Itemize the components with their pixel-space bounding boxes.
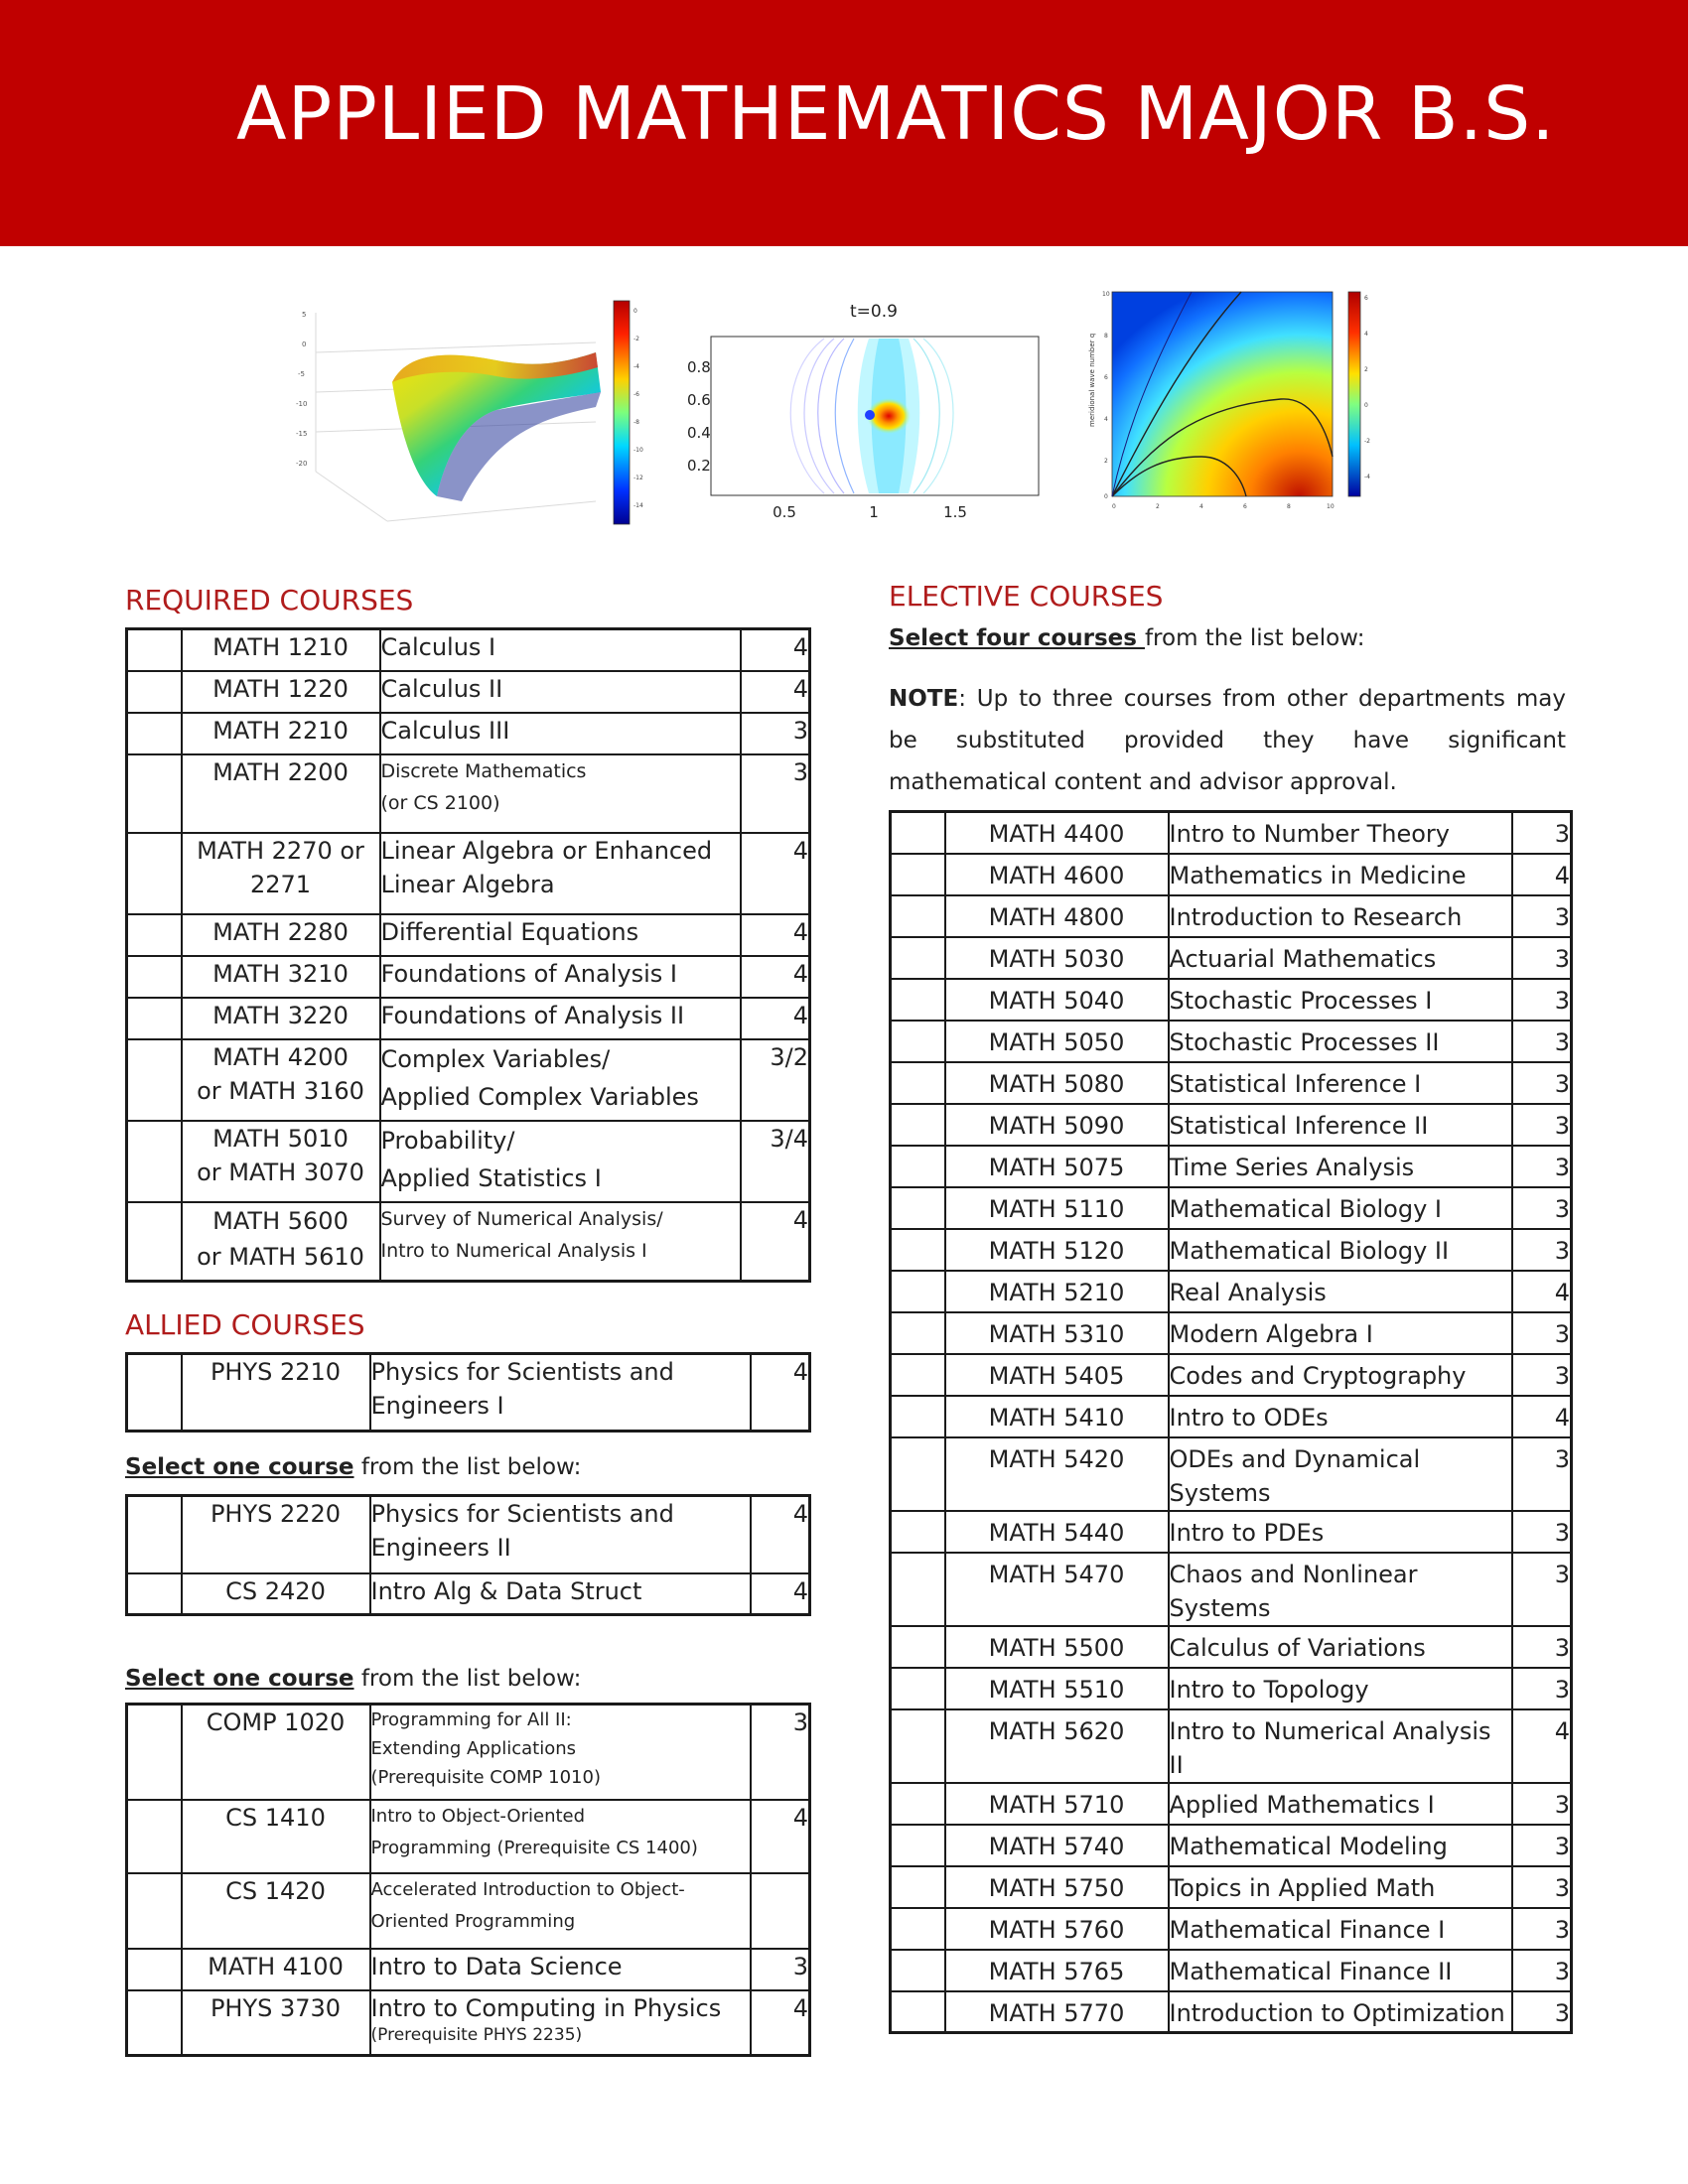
checkbox-cell: [891, 937, 945, 979]
svg-text:0: 0: [302, 341, 307, 348]
course-credits: 3: [1512, 1626, 1572, 1668]
table-row: [891, 1354, 1572, 1396]
svg-text:0: 0: [1104, 493, 1108, 500]
contour-ytick-0.6: 0.6: [687, 391, 711, 409]
allied-group-b-table: [125, 1703, 811, 2057]
checkbox-cell: [891, 1908, 945, 1950]
course-code: MATH 5420: [945, 1437, 1169, 1511]
course-code: PHYS 2210: [182, 1354, 370, 1432]
table-row: [891, 1229, 1572, 1271]
select-one-rest: from the list below:: [353, 1666, 582, 1692]
checkbox-cell: [891, 1626, 945, 1668]
table-row: [127, 1354, 810, 1432]
elective-note: [889, 678, 1566, 803]
course-credits: 4: [751, 1990, 810, 2056]
course-name: Intro to Data Science: [370, 1949, 751, 1990]
svg-text:-10: -10: [633, 447, 643, 454]
required-courses-table: [125, 627, 811, 1283]
checkbox-cell: [891, 1187, 945, 1229]
table-row: [891, 1187, 1572, 1229]
checkbox-cell: [891, 1312, 945, 1354]
checkbox-cell: [127, 833, 182, 914]
course-credits: 3: [1512, 1908, 1572, 1950]
checkbox-cell: [891, 1354, 945, 1396]
course-credits: 3: [1512, 1511, 1572, 1553]
table-row: [891, 937, 1572, 979]
course-name: Probability/ Applied Statistics I: [380, 1121, 741, 1202]
course-name: ODEs and Dynamical Systems: [1169, 1437, 1512, 1511]
course-code: MATH 5310: [945, 1312, 1169, 1354]
table-row: [891, 1825, 1572, 1866]
table-row: [127, 998, 810, 1039]
select-four-rest: from the list below:: [1144, 625, 1365, 651]
contour-xtick-1: 1: [869, 503, 879, 521]
course-code: MATH 5710: [945, 1783, 1169, 1825]
table-row: [891, 1709, 1572, 1783]
table-row: [127, 1800, 810, 1873]
table-row: [891, 1626, 1572, 1668]
table-row: [127, 1121, 810, 1202]
course-name: Intro to PDEs: [1169, 1511, 1512, 1553]
svg-text:-4: -4: [633, 363, 639, 370]
course-credits: 3: [1512, 1950, 1572, 1991]
table-row: [891, 1396, 1572, 1437]
checkbox-cell: [891, 979, 945, 1021]
course-credits: 4: [741, 914, 810, 956]
checkbox-cell: [127, 1354, 182, 1432]
course-name: Actuarial Mathematics: [1169, 937, 1512, 979]
course-name: Calculus II: [380, 671, 741, 713]
course-name: Statistical Inference II: [1169, 1104, 1512, 1146]
course-code: MATH 1210: [182, 629, 380, 671]
svg-text:5: 5: [302, 311, 307, 319]
table-row: [891, 1908, 1572, 1950]
table-row: [127, 914, 810, 956]
course-credits: 4: [741, 671, 810, 713]
course-credits: [751, 1873, 810, 1949]
checkbox-cell: [127, 1990, 182, 2056]
course-code: CS 1420: [182, 1873, 370, 1949]
course-name-cell: [370, 1990, 751, 2056]
course-name: Stochastic Processes II: [1169, 1021, 1512, 1062]
checkbox-cell: [891, 1709, 945, 1783]
course-code: MATH 5470: [945, 1553, 1169, 1626]
svg-text:8: 8: [1104, 333, 1108, 340]
course-name: Intro to ODEs: [1169, 1396, 1512, 1437]
heatmap-y-label: meridional wave number q: [1088, 333, 1096, 427]
course-credits: 4: [741, 956, 810, 998]
course-code: MATH 5210: [945, 1271, 1169, 1312]
table-row: [891, 1312, 1572, 1354]
course-name: Introduction to Optimization: [1169, 1991, 1512, 2033]
table-row: [891, 1553, 1572, 1626]
checkbox-cell: [891, 854, 945, 895]
course-credits: 4: [1512, 1271, 1572, 1312]
course-name: Mathematical Modeling: [1169, 1825, 1512, 1866]
allied-courses-heading: ALLIED COURSES: [125, 1308, 365, 1341]
course-credits: 4: [1512, 1709, 1572, 1783]
course-name: Survey of Numerical Analysis/ Intro to Numerical Analysis I: [380, 1202, 741, 1282]
select-one-emphasis: Select one course: [125, 1666, 354, 1692]
table-row: [891, 1866, 1572, 1908]
table-row: [891, 895, 1572, 937]
table-row: [127, 1949, 810, 1990]
course-credits: 3: [1512, 1021, 1572, 1062]
course-code: MATH 5770: [945, 1991, 1169, 2033]
course-code: MATH 3210: [182, 956, 380, 998]
course-name: Differential Equations: [380, 914, 741, 956]
checkbox-cell: [127, 998, 182, 1039]
course-code: MATH 5040: [945, 979, 1169, 1021]
course-credits: 3: [1512, 1866, 1572, 1908]
contour-ytick-0.8: 0.8: [687, 358, 711, 376]
svg-text:-12: -12: [633, 475, 643, 481]
allied-group-a-table: [125, 1494, 811, 1616]
checkbox-cell: [891, 1511, 945, 1553]
course-code: MATH 2270 or 2271: [182, 833, 380, 914]
table-row: [127, 671, 810, 713]
checkbox-cell: [127, 1949, 182, 1990]
course-credits: 3: [1512, 895, 1572, 937]
course-code: MATH 5510: [945, 1668, 1169, 1709]
checkbox-cell: [127, 1121, 182, 1202]
select-one-text-a: [125, 1454, 581, 1480]
course-name: Mathematical Finance I: [1169, 1908, 1512, 1950]
course-name: Foundations of Analysis II: [380, 998, 741, 1039]
select-four-text: [889, 625, 1364, 651]
svg-text:4: 4: [1364, 331, 1368, 338]
checkbox-cell: [891, 1783, 945, 1825]
course-code: MATH 5075: [945, 1146, 1169, 1187]
checkbox-cell: [891, 1553, 945, 1626]
course-name: Mathematical Biology II: [1169, 1229, 1512, 1271]
table-row: [127, 1990, 810, 2056]
svg-text:2: 2: [1156, 503, 1160, 510]
course-name: Discrete Mathematics (or CS 2100): [380, 754, 741, 833]
course-name: Topics in Applied Math: [1169, 1866, 1512, 1908]
table-row: [891, 1146, 1572, 1187]
course-credits: 3: [1512, 1187, 1572, 1229]
course-credits: 3: [1512, 979, 1572, 1021]
svg-text:6: 6: [1364, 295, 1368, 302]
course-name: Intro to Computing in Physics: [370, 1993, 722, 2022]
course-credits: 3: [1512, 812, 1572, 854]
svg-text:0: 0: [633, 308, 637, 315]
course-code: MATH 5750: [945, 1866, 1169, 1908]
course-credits: 4: [1512, 854, 1572, 895]
course-name: Intro Alg & Data Struct: [370, 1573, 751, 1615]
contour-xtick-0.5: 0.5: [773, 503, 796, 521]
select-one-text-b: [125, 1666, 581, 1692]
course-credits: 3/2: [741, 1039, 810, 1121]
select-four-emphasis: Select four courses: [889, 625, 1145, 651]
course-name: Calculus I: [380, 629, 741, 671]
course-code: MATH 5765: [945, 1950, 1169, 1991]
course-credits: 3: [1512, 1104, 1572, 1146]
checkbox-cell: [891, 1062, 945, 1104]
checkbox-cell: [127, 956, 182, 998]
table-row: [891, 1104, 1572, 1146]
course-code: CS 1410: [182, 1800, 370, 1873]
course-credits: 4: [741, 833, 810, 914]
course-code: MATH 5620: [945, 1709, 1169, 1783]
course-credits: 3: [1512, 1312, 1572, 1354]
course-credits: 3: [1512, 1668, 1572, 1709]
checkbox-cell: [891, 1825, 945, 1866]
course-credits: 3: [1512, 1354, 1572, 1396]
course-prerequisite: (Prerequisite PHYS 2235): [370, 2024, 583, 2045]
course-name: Complex Variables/ Applied Complex Variables: [380, 1039, 741, 1121]
svg-text:2: 2: [1364, 366, 1368, 373]
elective-courses-table: [889, 810, 1573, 2034]
course-credits: 3: [1512, 1553, 1572, 1626]
table-row: [127, 1202, 810, 1282]
course-name: Intro to Object-Oriented Programming (Prerequisite CS 1400): [370, 1800, 751, 1873]
checkbox-cell: [127, 1202, 182, 1282]
table-row: [127, 713, 810, 754]
checkbox-cell: [891, 1271, 945, 1312]
course-credits: 3: [751, 1949, 810, 1990]
course-credits: 3: [1512, 1437, 1572, 1511]
checkbox-cell: [127, 754, 182, 833]
checkbox-cell: [891, 1950, 945, 1991]
checkbox-cell: [891, 812, 945, 854]
svg-text:-2: -2: [1364, 438, 1370, 445]
course-name: Real Analysis: [1169, 1271, 1512, 1312]
course-credits: 4: [751, 1800, 810, 1873]
course-credits: 3: [1512, 1062, 1572, 1104]
course-code: MATH 5740: [945, 1825, 1169, 1866]
checkbox-cell: [127, 1705, 182, 1800]
table-row: [891, 1950, 1572, 1991]
course-name: Intro to Number Theory: [1169, 812, 1512, 854]
course-credits: 4: [741, 1202, 810, 1282]
table-row: [891, 1783, 1572, 1825]
checkbox-cell: [127, 1039, 182, 1121]
checkbox-cell: [891, 1146, 945, 1187]
course-name: Introduction to Research: [1169, 895, 1512, 937]
course-name: Linear Algebra or Enhanced Linear Algebra: [380, 833, 741, 914]
course-name: Accelerated Introduction to Object- Oriented Programming: [370, 1873, 751, 1949]
surface-plot-figure: [298, 293, 655, 536]
table-row: [891, 1021, 1572, 1062]
course-credits: 3: [1512, 1991, 1572, 2033]
course-code: PHYS 2220: [182, 1496, 370, 1573]
checkbox-cell: [891, 1396, 945, 1437]
course-code: MATH 5500: [945, 1626, 1169, 1668]
select-one-emphasis: Select one course: [125, 1454, 354, 1480]
checkbox-cell: [127, 1800, 182, 1873]
svg-text:2: 2: [1104, 458, 1108, 465]
table-row: [891, 812, 1572, 854]
select-one-rest: from the list below:: [353, 1454, 582, 1480]
checkbox-cell: [127, 1496, 182, 1573]
course-name: Calculus III: [380, 713, 741, 754]
svg-text:-10: -10: [296, 400, 308, 408]
svg-text:-6: -6: [633, 391, 639, 398]
table-row: [891, 1271, 1572, 1312]
course-name: Applied Mathematics I: [1169, 1783, 1512, 1825]
course-code: PHYS 3730: [182, 1990, 370, 2056]
course-code: COMP 1020: [182, 1705, 370, 1800]
course-name: Chaos and Nonlinear Systems: [1169, 1553, 1512, 1626]
course-code: MATH 2280: [182, 914, 380, 956]
course-credits: 4: [741, 629, 810, 671]
course-code: MATH 4800: [945, 895, 1169, 937]
course-credits: 3: [1512, 1783, 1572, 1825]
svg-text:-5: -5: [298, 370, 305, 378]
contour-ytick-0.4: 0.4: [687, 424, 711, 442]
checkbox-cell: [127, 671, 182, 713]
checkbox-cell: [891, 1021, 945, 1062]
checkbox-cell: [891, 1437, 945, 1511]
checkbox-cell: [891, 895, 945, 937]
table-row: [127, 1705, 810, 1800]
checkbox-cell: [891, 1668, 945, 1709]
table-row: [891, 1437, 1572, 1511]
contour-xtick-1.5: 1.5: [943, 503, 967, 521]
svg-text:-8: -8: [633, 419, 639, 426]
svg-text:10: 10: [1102, 291, 1110, 298]
course-name: Codes and Cryptography: [1169, 1354, 1512, 1396]
course-credits: 3: [1512, 937, 1572, 979]
course-name: Calculus of Variations: [1169, 1626, 1512, 1668]
course-code: MATH 3220: [182, 998, 380, 1039]
svg-text:4: 4: [1199, 503, 1203, 510]
course-code: MATH 5050: [945, 1021, 1169, 1062]
course-credits: 4: [1512, 1396, 1572, 1437]
course-credits: 3: [1512, 1825, 1572, 1866]
course-credits: 4: [751, 1573, 810, 1615]
note-label: NOTE: [889, 686, 959, 712]
svg-text:-20: -20: [296, 460, 308, 468]
course-credits: 3: [741, 754, 810, 833]
title-banner: [0, 0, 1688, 246]
table-row: [891, 854, 1572, 895]
svg-text:10: 10: [1327, 503, 1335, 510]
course-name: Intro to Numerical Analysis II: [1169, 1709, 1512, 1783]
svg-text:-14: -14: [633, 502, 643, 509]
course-code: MATH 5600 or MATH 5610: [182, 1202, 380, 1282]
course-code: MATH 5120: [945, 1229, 1169, 1271]
course-code: CS 2420: [182, 1573, 370, 1615]
svg-text:6: 6: [1243, 503, 1247, 510]
course-code: MATH 5405: [945, 1354, 1169, 1396]
course-code: MATH 5030: [945, 937, 1169, 979]
svg-text:-15: -15: [296, 430, 308, 438]
allied-courses-table: [125, 1352, 811, 1433]
checkbox-cell: [127, 1873, 182, 1949]
course-name: Time Series Analysis: [1169, 1146, 1512, 1187]
svg-text:-2: -2: [633, 336, 639, 342]
table-row: [891, 979, 1572, 1021]
course-name: Intro to Topology: [1169, 1668, 1512, 1709]
course-code: MATH 4600: [945, 854, 1169, 895]
course-name: Physics for Scientists and Engineers II: [370, 1496, 751, 1573]
table-row: [127, 754, 810, 833]
table-row: [127, 956, 810, 998]
table-row: [127, 833, 810, 914]
contour-plot-title: t=0.9: [850, 302, 898, 322]
course-code: MATH 5110: [945, 1187, 1169, 1229]
table-row: [127, 1496, 810, 1573]
course-code: MATH 4200 or MATH 3160: [182, 1039, 380, 1121]
course-name: Statistical Inference I: [1169, 1062, 1512, 1104]
course-code: MATH 2210: [182, 713, 380, 754]
course-code: MATH 5090: [945, 1104, 1169, 1146]
table-row: [891, 1062, 1572, 1104]
table-row: [891, 1991, 1572, 2033]
table-row: [127, 1873, 810, 1949]
course-code: MATH 4400: [945, 812, 1169, 854]
course-name: Mathematical Biology I: [1169, 1187, 1512, 1229]
course-code: MATH 2200: [182, 754, 380, 833]
course-credits: 3: [1512, 1146, 1572, 1187]
course-name: Modern Algebra I: [1169, 1312, 1512, 1354]
checkbox-cell: [127, 629, 182, 671]
page-title: APPLIED MATHEMATICS MAJOR B.S.: [236, 71, 1556, 157]
note-text: : Up to three courses from other departments may be substituted provided they have significant mathematical content and advisor approval.: [889, 686, 1566, 795]
course-credits: 3: [1512, 1229, 1572, 1271]
svg-text:-4: -4: [1364, 474, 1370, 480]
checkbox-cell: [891, 1104, 945, 1146]
course-credits: 3/4: [741, 1121, 810, 1202]
svg-text:8: 8: [1287, 503, 1291, 510]
svg-text:0: 0: [1364, 402, 1368, 409]
table-row: [127, 629, 810, 671]
course-name: Mathematical Finance II: [1169, 1950, 1512, 1991]
checkbox-cell: [891, 1991, 945, 2033]
checkbox-cell: [891, 1866, 945, 1908]
checkbox-cell: [891, 1229, 945, 1271]
course-code: MATH 5080: [945, 1062, 1169, 1104]
course-code: MATH 5010 or MATH 3070: [182, 1121, 380, 1202]
table-row: [891, 1668, 1572, 1709]
course-credits: 3: [741, 713, 810, 754]
svg-text:0: 0: [1112, 503, 1116, 510]
course-code: MATH 5760: [945, 1908, 1169, 1950]
course-credits: 4: [741, 998, 810, 1039]
course-name: Physics for Scientists and Engineers I: [370, 1354, 751, 1432]
svg-text:6: 6: [1104, 374, 1108, 381]
table-row: [127, 1039, 810, 1121]
svg-text:4: 4: [1104, 416, 1108, 423]
course-name: Programming for All II: Extending Applications (Prerequisite COMP 1010): [370, 1705, 751, 1800]
course-code: MATH 4100: [182, 1949, 370, 1990]
table-row: [891, 1511, 1572, 1553]
course-credits: 4: [751, 1496, 810, 1573]
required-courses-heading: REQUIRED COURSES: [125, 584, 414, 616]
course-name: Foundations of Analysis I: [380, 956, 741, 998]
course-credits: 4: [751, 1354, 810, 1432]
checkbox-cell: [127, 1573, 182, 1615]
course-code: MATH 5410: [945, 1396, 1169, 1437]
elective-courses-heading: ELECTIVE COURSES: [889, 580, 1164, 613]
course-name: Stochastic Processes I: [1169, 979, 1512, 1021]
heatmap-figure: [1082, 288, 1380, 521]
contour-plot-figure: [685, 303, 1053, 526]
checkbox-cell: [127, 713, 182, 754]
table-row: [127, 1573, 810, 1615]
checkbox-cell: [127, 914, 182, 956]
course-name: Mathematics in Medicine: [1169, 854, 1512, 895]
course-code: MATH 1220: [182, 671, 380, 713]
course-credits: 3: [751, 1705, 810, 1800]
contour-ytick-0.2: 0.2: [687, 457, 711, 475]
course-code: MATH 5440: [945, 1511, 1169, 1553]
